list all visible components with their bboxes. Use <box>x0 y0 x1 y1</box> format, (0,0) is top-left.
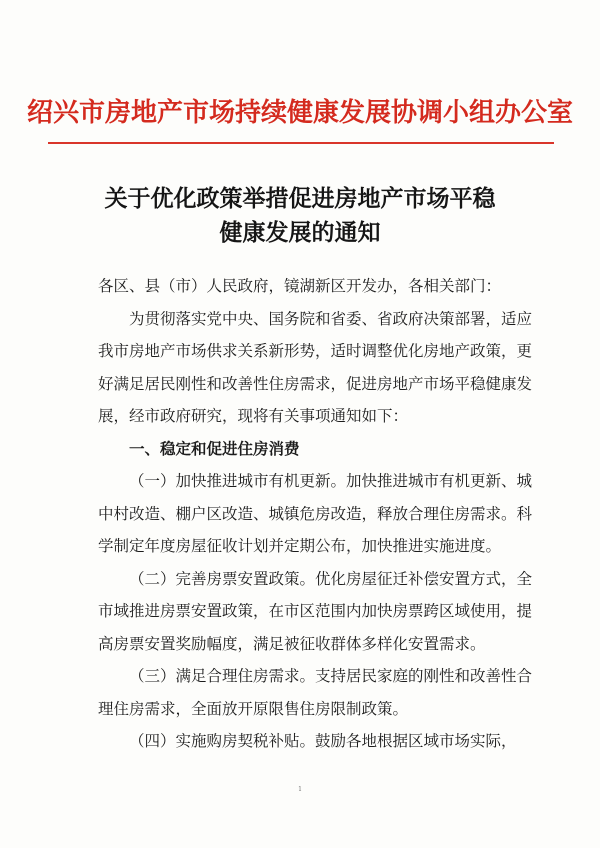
document-title-line-1: 关于优化政策举措促进房地产市场平稳 <box>104 185 496 212</box>
red-divider-line <box>48 142 554 144</box>
intro-paragraph: 为贯彻落实党中央、国务院和省委、省政府决策部署，适应我市房地产市场供求关系新形势，适时调整优化房地产政策，更好满足居民刚性和改善性住房需求，促进房地产市场平稳健康发展，经市政府研究，现将有关事项通知如下： <box>98 309 533 425</box>
document-body <box>98 270 532 758</box>
item-paragraph-2: （二）完善房票安置政策。优化房屋征迁补偿安置方式，全市域推进房票安置政策，在市区范围内加快房票跨区域使用，提高房票安置奖励幅度，满足被征收群体多样化安置需求。 <box>98 569 533 653</box>
item-paragraph-4: （四）实施购房契税补贴。鼓励各地根据区域市场实际， <box>129 732 517 750</box>
document-title-line-2: 健康发展的通知 <box>219 219 381 246</box>
document-title <box>0 182 600 250</box>
item-paragraph-1: （一）加快推进城市有机更新。加快推进城市有机更新、城中村改造、棚户区改造、城镇危房改造，释放合理住房需求。科学制定年度房屋征收计划并定期公布，加快推进实施进度。 <box>98 472 533 555</box>
item-paragraph-3: （三）满足合理住房需求。支持居民家庭的刚性和改善性合理住房需求，全面放开原限售住房限制政策。 <box>98 667 533 718</box>
issuing-organization-header: 绍兴市房地产市场持续健康发展协调小组办公室 <box>26 98 573 128</box>
salutation: 各区、县（市）人民政府，镜湖新区开发办，各相关部门： <box>98 277 502 295</box>
page-number: 1 <box>298 786 302 793</box>
section-heading-1: 一、稳定和促进住房消费 <box>129 438 300 458</box>
